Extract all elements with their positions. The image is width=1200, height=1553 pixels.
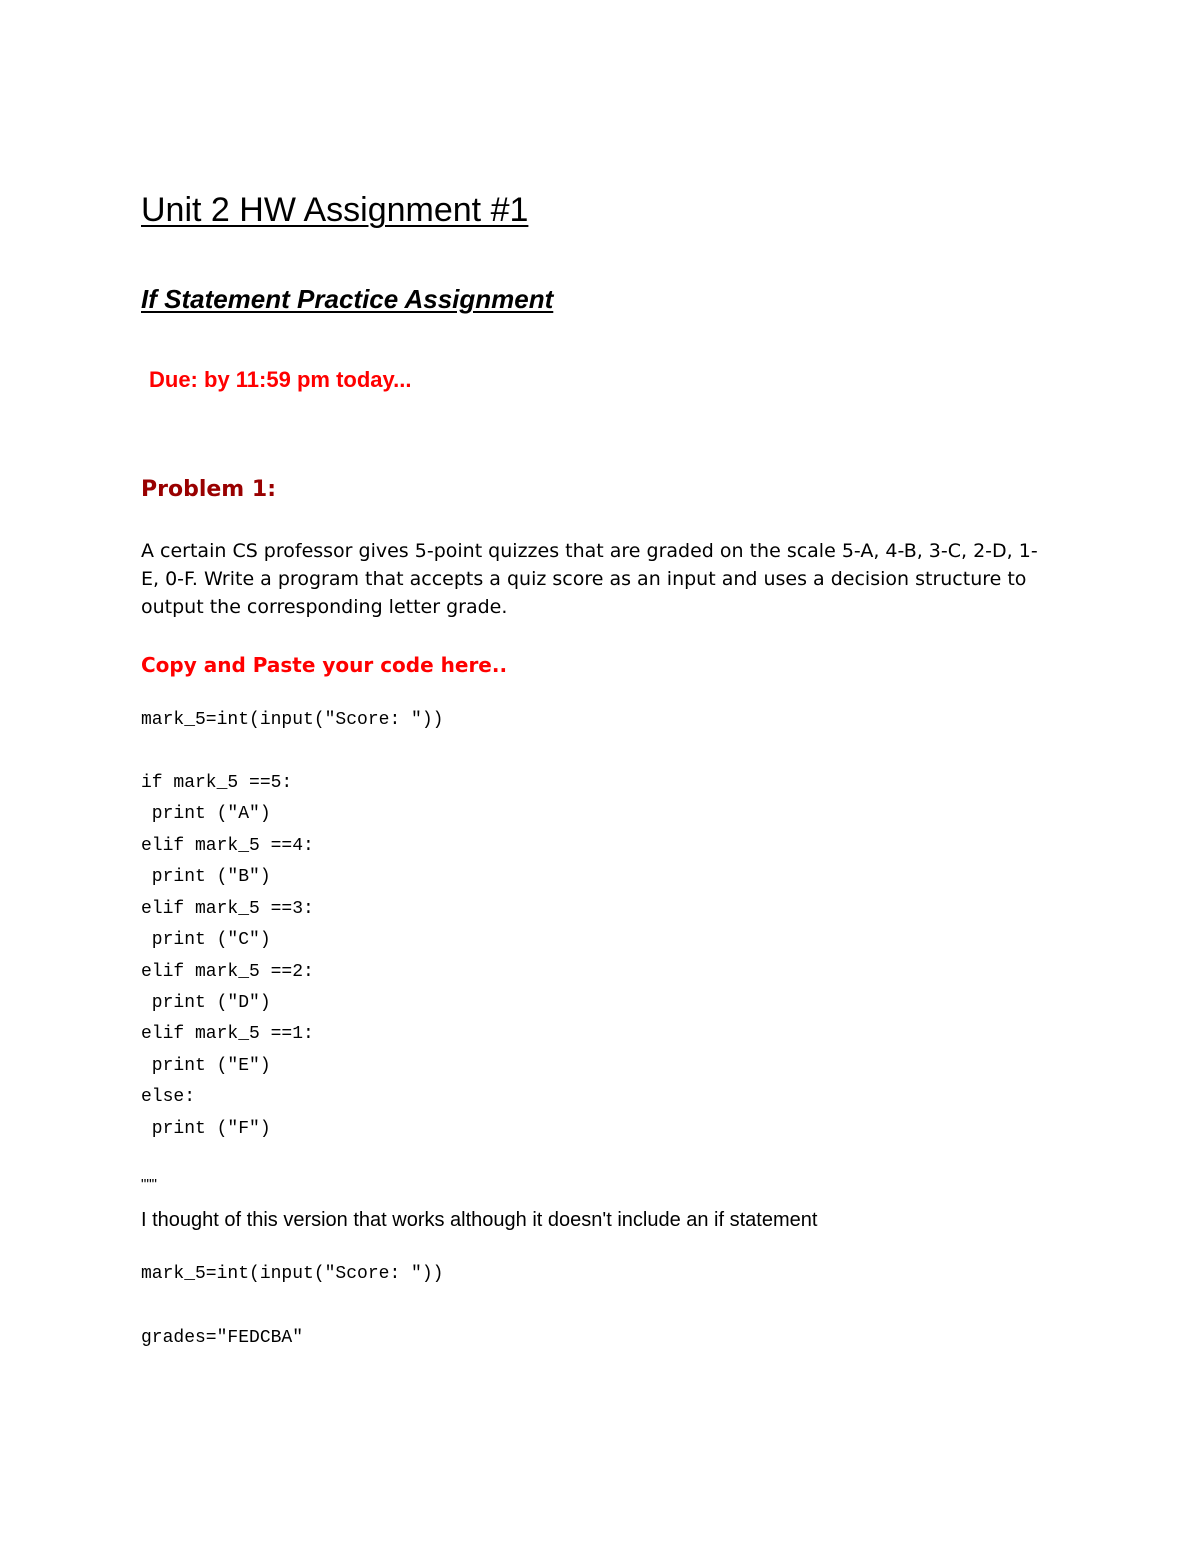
code-line: print ("B") [141,867,271,887]
copy-paste-instruction: Copy and Paste your code here.. [141,653,508,677]
code-line: print ("F") [141,1119,271,1139]
code-line: grades="FEDCBA" [141,1328,304,1348]
code-line: else: [141,1087,196,1107]
code-line: mark_5=int(input("Score: ")) [141,710,444,730]
due-date: Due: by 11:59 pm today... [149,367,412,392]
version-note: I thought of this version that works although it doesn't include an if statement [141,1209,818,1231]
code-line: if mark_5 ==5: [141,773,293,793]
code-line: print ("E") [141,1056,271,1076]
code-line: elif mark_5 ==4: [141,836,314,856]
code-line: print ("A") [141,804,271,824]
assignment-title: Unit 2 HW Assignment #1 [141,191,529,229]
problem-description: A certain CS professor gives 5-point quizzes that are graded on the scale 5-A, 4-B, 3-C, 2-D, 1-E, 0-F. Write a program that accepts a quiz score as an input and uses a decision structure to output the corresponding letter grade. [141,540,1038,618]
code-line: print ("D") [141,993,271,1013]
code-line: elif mark_5 ==3: [141,899,314,919]
assignment-subtitle: If Statement Practice Assignment [141,284,554,314]
code-line: elif mark_5 ==2: [141,962,314,982]
code-line: mark_5=int(input("Score: ")) [141,1264,444,1284]
problem-heading: Problem 1: [141,477,276,502]
code-line: elif mark_5 ==1: [141,1024,314,1044]
code-line: print ("C") [141,930,271,950]
triple-quotes: """ [141,1176,157,1193]
